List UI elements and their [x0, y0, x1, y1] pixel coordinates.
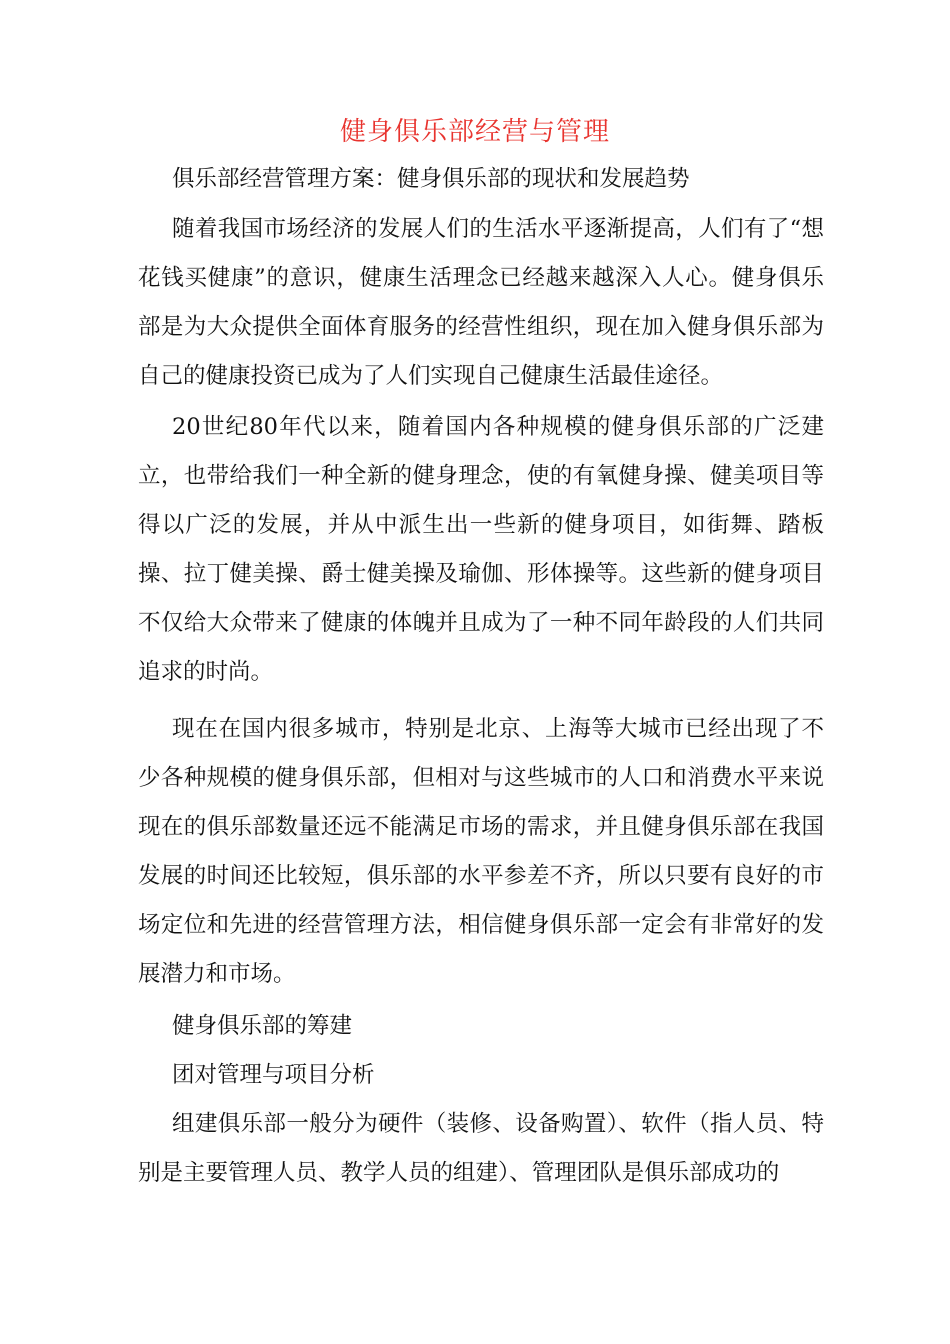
heading-club-establishment: 健身俱乐部的筹建 [172, 1013, 353, 1039]
document-title: 健身俱乐部经营与管理 [339, 117, 610, 147]
paragraph-1980s-development: 20世纪80年代以来，随着国内各种规模的健身俱乐部的广泛建立，也带给我们一种全新的健身理念，使的有氧健身操、健美项目等得以广泛的发展，并从中派生出一些新的健身项目，如街舞、踏板操、拉丁健美操、爵士健美操及瑜伽、形体操等。这些新的健身项目不仅给大众带来了健康的体魄并且成为了一种不同年龄段的人们共同追求的时尚。 [138, 414, 824, 685]
paragraph-current-situation: 现在在国内很多城市，特别是北京、上海等大城市已经出现了不少各种规模的健身俱乐部，但相对与这些城市的人口和消费水平来说现在的俱乐部数量还远不能满足市场的需求，并且健身俱乐部在我国发展的时间还比较短，俱乐部的水平参差不齐，所以只要有良好的市场定位和先进的经营管理方法，相信健身俱乐部一定会有非常好的发展潜力和市场。 [138, 716, 824, 987]
document-subtitle: 俱乐部经营管理方案：健身俱乐部的现状和发展趋势 [172, 166, 690, 192]
paragraph-club-composition: 组建俱乐部一般分为硬件（装修、设备购置）、软件（指人员、特别是主要管理人员、教学人员的组建）、管理团队是俱乐部成功的 [138, 1111, 824, 1186]
heading-team-management: 团对管理与项目分析 [172, 1062, 375, 1088]
paragraph-market-economy: 随着我国市场经济的发展人们的生活水平逐渐提高，人们有了“想花钱买健康”的意识，健康生活理念已经越来越深入人心。健身俱乐部是为大众提供全面体育服务的经营性组织，现在加入健身俱乐部为自己的健康投资已成为了人们实现自己健康生活最佳途径。 [138, 216, 824, 389]
